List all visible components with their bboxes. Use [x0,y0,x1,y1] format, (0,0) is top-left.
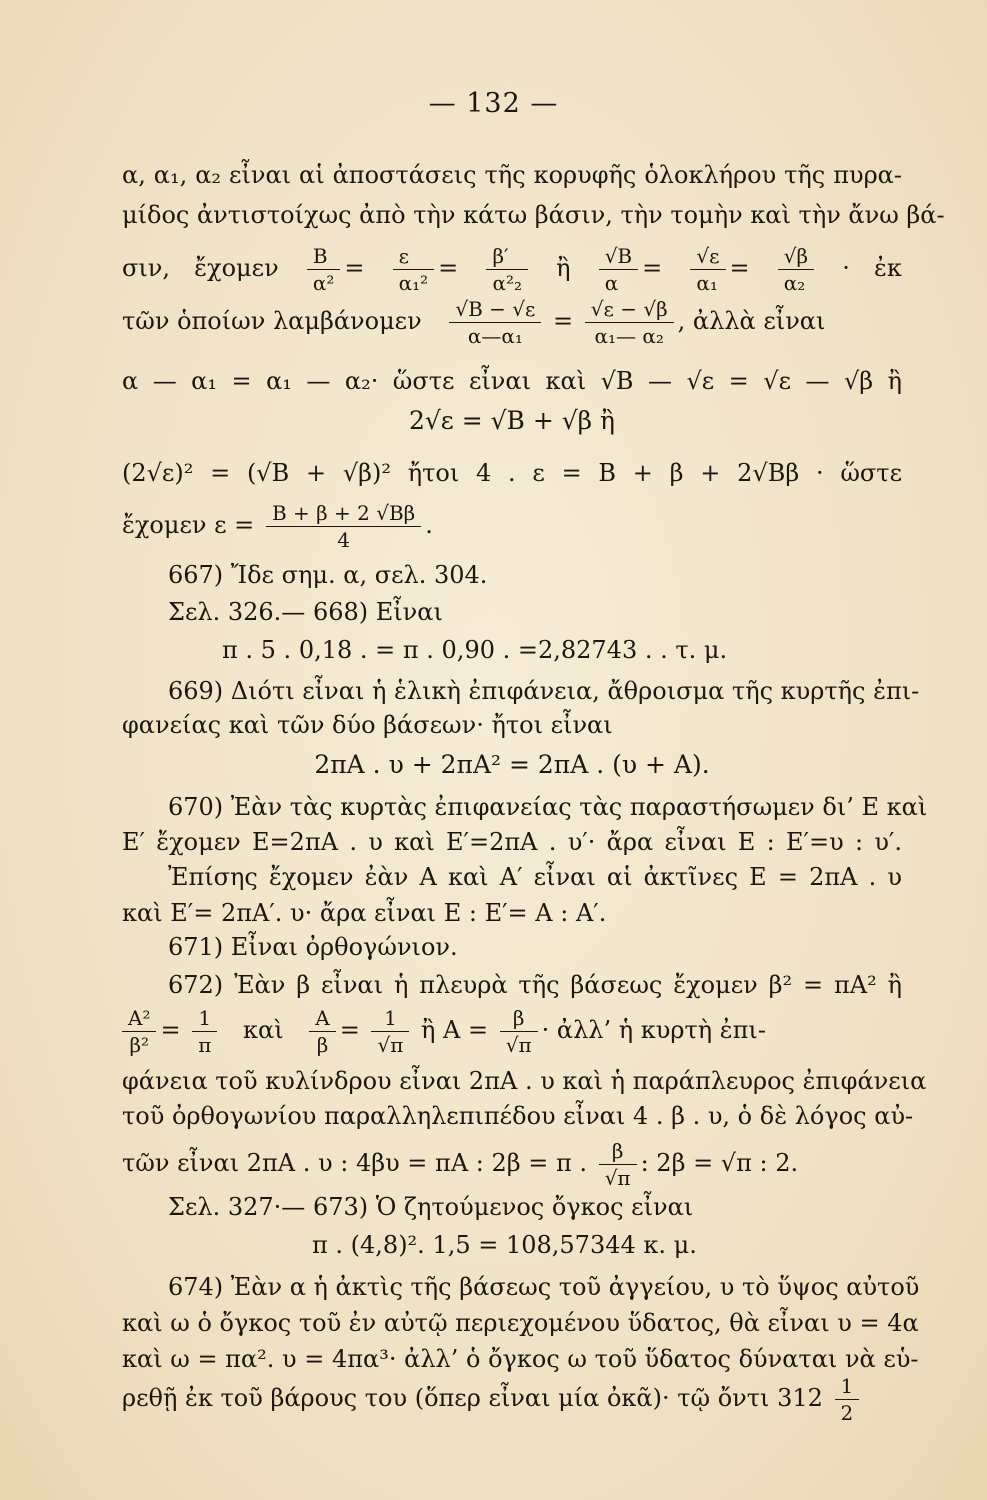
fraction [585,298,674,347]
text-line: 671) Εἶναι ὀρθογώνιον. [168,933,458,961]
text-span: σιν, ἔχομεν [122,254,279,282]
numerator: √ε [690,245,725,270]
text-span: καὶ [243,1016,284,1044]
formula-line [122,500,902,550]
denominator: 2 [840,1401,854,1425]
text-line: Σελ. 327·— 673) Ὁ ζητούμενος ὄγκος εἶναι [168,1193,694,1221]
fraction [835,1375,860,1424]
equation-line: 2πA . υ + 2πA² = 2πA . (υ + A). [314,750,710,779]
text-line: μίδος ἀντιστοίχως ἀπὸ τὴν κάτω βάσιν, τὴν τομὴν καὶ τὴν ἄνω βά- [122,201,945,229]
denominator: √π [377,1033,404,1057]
denominator: α₁² [398,271,429,295]
formula-line: $\frac{\text{A²}}{\text{β²}}$ = $\frac{1}{\pi}$ καὶ $\frac{A}{\beta}$ = $\frac{1}{√\pi}$ ἢ A = $\frac{\beta}{√\pi}$ · ἀλλ’ ἡ κυρτὴ ἐπι- [118,1002,908,1058]
fraction [393,245,435,294]
fraction [449,298,541,347]
text-line: 670) Ἐὰν τὰς κυρτὰς ἐπιφανείας τὰς παραστήσωμεν δι’ E καὶ [168,793,928,821]
text-span: τῶν εἶναι 2πA . υ : 4βυ = πA : 2β = π . [122,1149,588,1177]
fraction [599,245,638,294]
denominator: α—α₁ [467,324,523,348]
fraction [690,245,725,294]
page-number: — 132 — [428,88,559,119]
text-line: φανείας καὶ τῶν δύο βάσεων· ἤτοι εἶναι [122,711,613,739]
denominator: α²₂ [492,271,522,295]
text-line: 667) Ἴδε σημ. α, σελ. 304. [168,561,488,589]
text-line: α, α₁, α₂ εἶναι αἱ ἀποστάσεις τῆς κορυφῆς ὁλοκλήρου τῆς πυρα- [122,161,902,189]
text-line: τοῦ ὀρθογωνίου παραλληλεπιπέδου εἶναι 4 . β . υ, ὁ δὲ λόγος αὐ- [122,1102,914,1130]
formula-line: σιν, ἔχομεν $\frac{B}{\text{α²}}$ = $\frac{\varepsilon}{\text{α₁²}}$ = $\frac{\beta'}{\text{α²₂}}$ ἢ $\frac{√B}{\alpha}$ = $\frac{√\varepsilon}{\text{α₁}}$ = $\frac{√\beta}{\text{α₂}}$ · ἐκ [122,244,902,295]
fraction [599,1140,637,1189]
denominator: √π [604,1166,631,1190]
text-span: · ἐκ [842,254,902,282]
denominator: √π [505,1033,532,1057]
numerator: √B [599,245,638,270]
denominator: α₂ [783,271,806,295]
denominator: α₁— α₂ [594,324,664,348]
numerator: ε [393,245,435,270]
numerator: 1 [835,1375,860,1400]
fraction [266,502,421,551]
text-span: ἔχομεν ε = [122,511,255,539]
formula-line [122,1370,902,1426]
fraction [122,1007,156,1056]
numerator: √ε − √β [585,298,674,323]
numerator: √B − √ε [449,298,541,323]
text-line: 669) Διότι εἶναι ἡ ἑλικὴ ἐπιφάνεια, ἄθροισμα τῆς κυρτῆς ἐπι- [168,677,920,705]
equation-line: π . 5 . 0,18 . = π . 0,90 . =2,82743 . . τ. μ. [222,636,728,664]
text-line: καὶ ω ὁ ὄγκος τοῦ ἐν αὐτῷ περιεχομένου ὕδατος, θὰ εἶναι υ = 4α [122,1309,919,1337]
denominator: β² [129,1033,150,1057]
text-span: τῶν ὁποίων λαμβάνομεν [122,307,422,335]
denominator: β [316,1033,329,1057]
numerator: A² [122,1007,156,1032]
denominator: α² [312,271,335,295]
text-span: ἢ [556,254,571,282]
fraction [192,1007,217,1056]
numerator: B [307,245,341,270]
fraction [778,245,814,294]
text-line: φάνεια τοῦ κυλίνδρου εἶναι 2πA . υ καὶ ἡ παράπλευρος ἐπιφάνεια [122,1067,927,1095]
fraction [500,1007,538,1056]
numerator: β′ [486,245,528,270]
formula-line: τῶν ὁποίων λαμβάνομεν $\frac{√B - √\varepsilon}{\text{α—α₁}}$ = $\frac{√\varepsilon - √\beta}{\text{α₁— α₂}}$ , ἀλλὰ εἶναι [122,297,826,348]
equation-line: 2√ε = √B + √β ἢ [408,406,616,435]
equation-line: π . (4,8)². 1,5 = 108,57344 κ. μ. [312,1231,697,1259]
text-span: , ἀλλὰ εἶναι [677,307,826,335]
text-span: ἢ A = [421,1016,489,1044]
denominator: 4 [337,528,350,552]
numerator: β [500,1007,538,1032]
text-line: καὶ E′= 2πA′. υ· ἄρα εἶναι E : E′= A : A′. [122,899,607,927]
text-span: . [425,511,433,539]
fraction [309,1007,335,1056]
denominator: π [198,1033,212,1057]
numerator: A [309,1007,335,1032]
numerator: 1 [371,1007,409,1032]
text-line: 674) Ἐὰν α ἡ ἀκτὶς τῆς βάσεως τοῦ ἀγγείου, υ τὸ ὕψος αὐτοῦ [168,1273,920,1301]
text-span: ρεθῇ ἐκ τοῦ βάρους του (ὅπερ εἶναι μία ὀκᾶ)· τῷ ὄντι 312 [122,1384,823,1412]
text-line: Σελ. 326.— 668) Εἶναι [168,598,443,626]
text-line: καὶ ω = πα². υ = 4πα³· ἀλλ’ ὁ ὄγκος ω τοῦ ὕδατος δύναται νὰ εὑ- [122,1345,919,1373]
denominator: α₁ [696,271,718,295]
denominator: α [604,271,619,295]
text-line: Ἐπίσης ἔχομεν ἐὰν A καὶ A′ εἶναι αἱ ἀκτῖνες E = 2πA . υ [168,863,902,891]
fraction [307,245,341,294]
formula-line [122,1138,902,1188]
numerator: B + β + 2 √Bβ [266,502,421,527]
numerator: 1 [192,1007,217,1032]
text-line: E′ ἔχομεν E=2πA . υ καὶ E′=2πA . υ′· ἄρα εἶναι E : E′=υ : υ′. [122,828,902,856]
text-line: (2√ε)² = (√B + √β)² ἤτοι 4 . ε = B + β + 2√Bβ · ὥστε [122,459,902,487]
numerator: β [599,1140,637,1165]
numerator: √β [778,245,814,270]
fraction [486,245,528,294]
text-line: α — α₁ = α₁ — α₂· ὥστε εἶναι καὶ √B — √ε = √ε — √β ἢ [122,367,902,395]
text-line: 672) Ἐὰν β εἶναι ἡ πλευρὰ τῆς βάσεως ἔχομεν β² = πA² ἢ [168,971,902,999]
text-span: · ἀλλ’ ἡ κυρτὴ ἐπι- [541,1016,766,1044]
fraction [371,1007,409,1056]
text-span: : 2β = √π : 2. [640,1149,799,1177]
